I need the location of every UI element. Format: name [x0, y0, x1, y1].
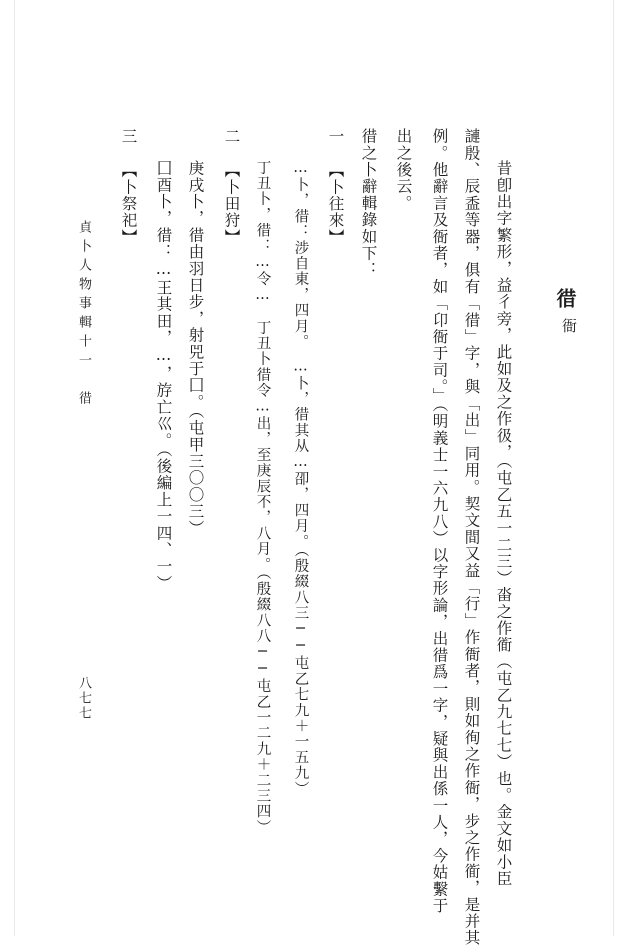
running-title: 貞卜人物事輯十一 徣	[76, 220, 91, 410]
section-2-heading: 【卜田狩】	[222, 162, 241, 246]
paragraph-line-4: 出之後云。	[394, 128, 413, 212]
section-2-entry-2: 囗酉卜，徣：…王其田，…，斿亡巛。（後編上一四、一）	[154, 160, 173, 592]
page-title: 徣	[553, 288, 577, 310]
paragraph-line-2: 謰殷、辰盉等器，俱有「徣」字，與「出」同用。契文間又益「行」作衙者，則如徇之作衙，步之作衜，是并其	[462, 128, 481, 946]
intro-line: 徣之卜辭輯錄如下：	[359, 128, 378, 279]
section-1-number: 一	[326, 128, 345, 145]
page-subtitle: 衙	[560, 318, 578, 334]
section-3-heading: 【卜祭祀】	[119, 162, 138, 246]
section-3-number: 三	[119, 128, 138, 145]
page-number: 八七七	[76, 676, 91, 721]
section-2-entry-1: 庚戌卜，徣由羽日步，射兕于囗。（屯甲三〇〇三）	[186, 160, 205, 537]
book-page	[14, 0, 614, 946]
section-1-entry-2: 丁丑卜，徣：…令… 丁丑卜徣令…出，至庚辰不，八月。（殷綴八八──屯乙一二九＋二三四）	[254, 160, 271, 836]
paragraph-line-3: 例。他辭言及衙者，如「卬衙于司。」（明義士一六九八）以字形論，出徣爲一字，疑與出係一人，今姑繫于	[430, 128, 449, 915]
section-1-heading: 【卜往來】	[326, 162, 345, 246]
paragraph-line-1: 昔卽出字繁形，益彳旁，此如及之作彶，（屯乙五一二三）畓之作衜（屯乙九七七）也。金文如小臣	[494, 160, 513, 888]
section-1-entry-1: …卜，徣：涉自東，四月。 …卜，徣其从…卲，四月。（殷綴八三──屯乙七九＋一五九）	[292, 160, 309, 797]
section-2-number: 二	[222, 128, 241, 145]
